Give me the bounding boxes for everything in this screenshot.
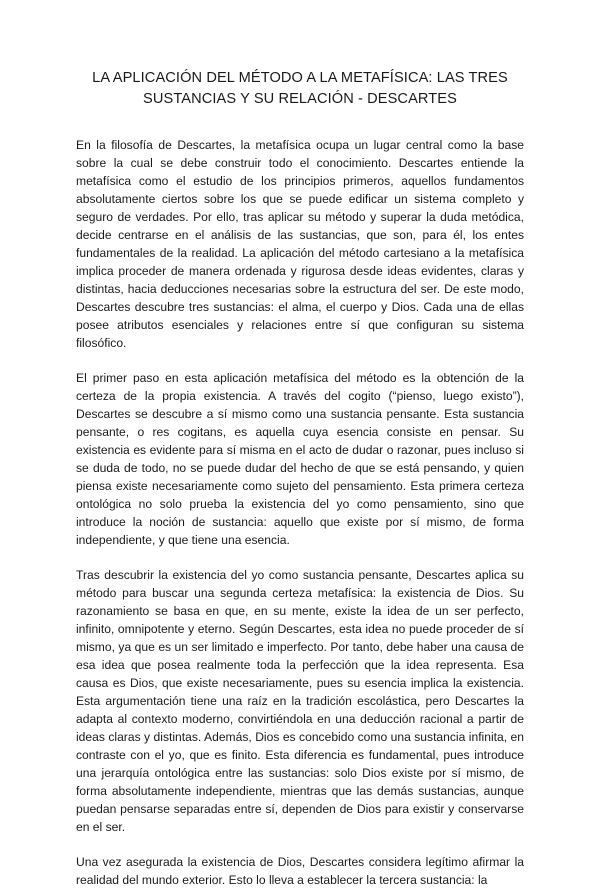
paragraph-3: Tras descubrir la existencia del yo como sustancia pensante, Descartes aplica su método para buscar una segunda certeza metafísica: la existencia de Dios. Su razonamiento se basa en que, en su mente, existe la idea de un ser perfecto, infinito, omnipotente y eterno. Según Descartes, esta idea no puede proceder de sí mismo, ya que es un ser limitado e imperfecto. Por tanto, debe haber una causa de esa idea que posea realmente toda la perfección que la idea representa. Esa causa es Dios, que existe necesariamente, pues su esencia implica la existencia. Esta argumentación tiene una raíz en la tradición escolástica, pero Descartes la adapta al contexto moderno, convirtiéndola en una deducción racional a partir de ideas claras y distintas. Además, Dios es concebido como una sustancia infinita, en contraste con el yo, que es finito. Esta diferencia es fundamental, pues introduce una jerarquía ontológica entre las sustancias: solo Dios existe por sí mismo, de forma absolutamente independiente, mientras que las demás sustancias, aunque puedan pensarse separadas entre sí, dependen de Dios para existir y conservarse en el ser. [76,568,524,834]
paragraph-4: Una vez asegurada la existencia de Dios, Descartes considera legítimo afirmar la realidad del mundo exterior. Esto lo lleva a establecer la tercera sustancia: la [76,855,524,887]
paragraph-2: El primer paso en esta aplicación metafísica del método es la obtención de la certeza de la propia existencia. A través del cogito (“pienso, luego existo”), Descartes se descubre a sí mismo como una sustancia pensante. Esta sustancia pensante, o res cogitans, es aquella cuya esencia consiste en pensar. Su existencia es evidente para sí misma en el acto de dudar o razonar, pues incluso si se duda de todo, no se puede dudar del hecho de que se está pensando, y quien piensa existe necesariamente como sujeto del pensamiento. Esta primera certeza ontológica no solo prueba la existencia del yo como pensamiento, sino que introduce la noción de sustancia: aquello que existe por sí mismo, de forma independiente, y que tiene una esencia. [76,371,524,547]
paragraph-1: En la filosofía de Descartes, la metafísica ocupa un lugar central como la base sobre la cual se debe construir todo el conocimiento. Descartes entiende la metafísica como el estudio de los principios primeros, aquellos fundamentos absolutamente ciertos sobre los que se puede edificar un sistema completo y seguro de verdades. Por ello, tras aplicar su método y superar la duda metódica, decide centrarse en el análisis de las sustancias, que son, para él, los entes fundamentales de la realidad. La aplicación del método cartesiano a la metafísica implica proceder de manera ordenada y rigurosa desde ideas evidentes, claras y distintas, hacia deducciones necesarias sobre la estructura del ser. De este modo, Descartes descubre tres sustancias: el alma, el cuerpo y Dios. Cada una de ellas posee atributos esenciales y relaciones entre sí que configuran su sistema filosófico. [76,138,524,350]
document-title: LA APLICACIÓN DEL MÉTODO A LA METAFÍSICA: LAS TRES SUSTANCIAS Y SU RELACIÓN - DESCARTES [92,70,508,107]
